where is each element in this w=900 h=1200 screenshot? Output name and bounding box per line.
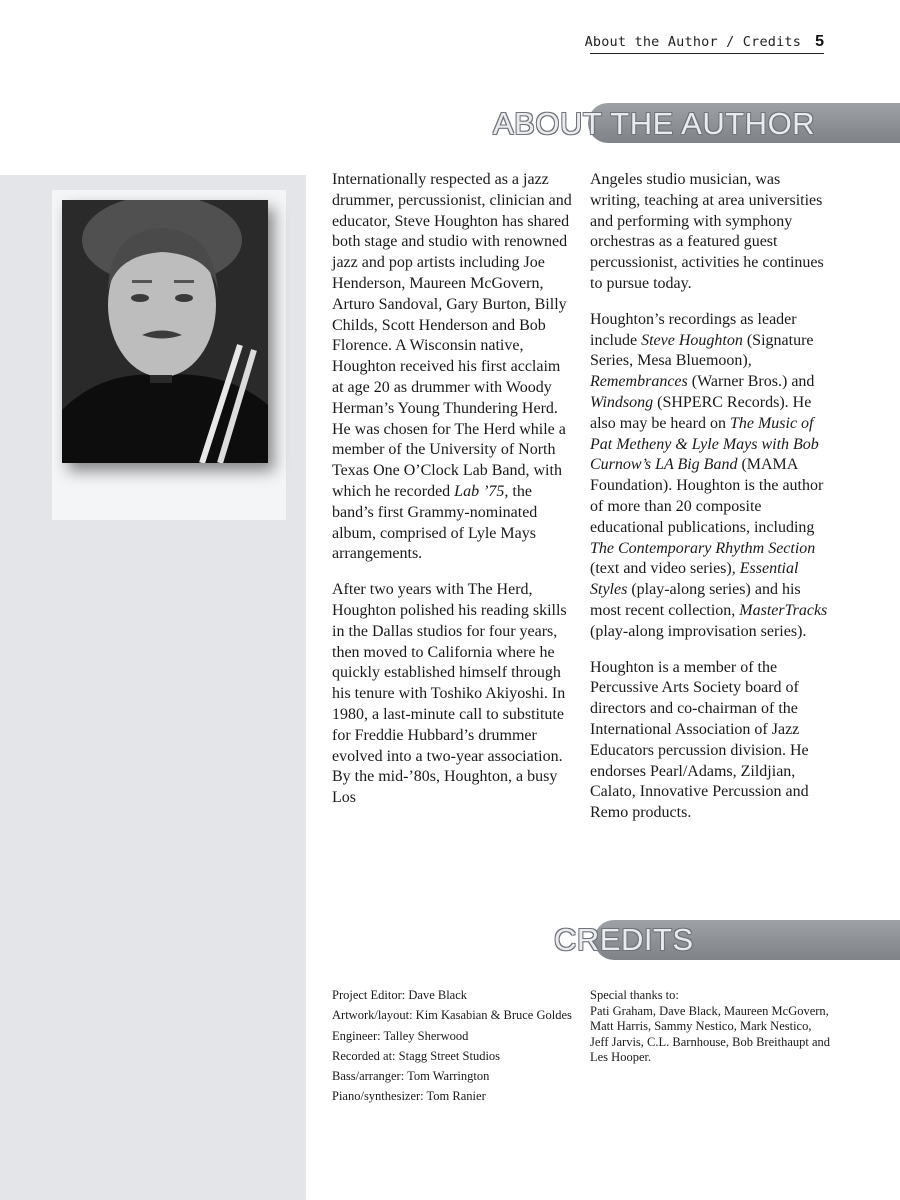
album-title: Windsong [590, 393, 654, 411]
body-paragraph: Angeles studio musician, was writing, teaching at area universities and performing with symphony orchestras as a featured guest percussionist, activities he continues to pursue today. [590, 171, 824, 292]
book-title: Essential Styles [590, 560, 799, 599]
album-title: Steve Houghton [641, 331, 743, 349]
credit-item: Recorded at: Stagg Street Studios [332, 1048, 501, 1063]
body-paragraph: Houghton’s recordings as leader include Steve Houghton (Signature Series, Mesa Bluemoon), Remembrances (Warner Bros.) and Windsong (SHPERC Records). He also may be heard on The Music of Pat Metheny & Lyle Mays with Bob Curnow’s LA Big Band (MAMA Foundation). Houghton is the author of more than 20 composite educational publications, including The Contemporary Rhythm Section (text and video series), Essential Styles (play-along series) and his most recent collection, MasterTracks (play-along improvisation series). [590, 310, 828, 640]
credits-list [332, 988, 572, 1110]
credit-item: Project Editor: Dave Black [332, 988, 468, 1002]
body-column-right [590, 170, 832, 839]
credits-section-title: CREDITS [554, 922, 694, 957]
running-title: About the Author / Credits [584, 34, 802, 50]
body-paragraph: After two years with The Herd, Houghton polished his reading skills in the Dallas studios for four years, then moved to California where he quickly established himself through his tenure with Toshiko Akiyoshi. In 1980, a last-minute call to substitute for Freddie Hubbard’s drummer evolved into a two-year association. By the mid-’80s, Houghton, a busy Los [332, 581, 567, 807]
credit-item: Engineer: Talley Sherwood [332, 1028, 469, 1043]
running-header [585, 33, 824, 51]
author-photo [62, 200, 268, 463]
body-paragraph: Internationally respected as a jazz drummer, percussionist, clinician and educator, Steve Houghton has shared both stage and studio with renowned jazz and pop artists including Joe Henderson, Maureen McGovern, Arturo Sandoval, Gary Burton, Billy Childs, Scott Henderson and Bob Florence. A Wisconsin native, Houghton received his first acclaim at age 20 as drummer with Woody Herman’s Young Thundering Herd. He was chosen for The Herd while a member of the University of North Texas One O’Clock Lab Band, with which he recorded Lab ’75, the band’s first Grammy-nominated album, comprised of Lyle Mays arrangements. [332, 171, 572, 563]
credit-item: Artwork/layout: Kim Kasabian & Bruce Goldes [332, 1008, 572, 1023]
album-title: Remembrances [590, 373, 688, 391]
about-section-title: ABOUT THE AUTHOR [493, 106, 816, 141]
header-rule [590, 53, 824, 54]
body-paragraph: Houghton is a member of the Percussive Arts Society board of directors and co-chairman of the International Association of Jazz Educators percussion division. He endorses Pearl/Adams, Zildjian, Calato, Innovative Percussion and Remo products. [590, 658, 809, 822]
credit-item: Bass/arranger: Tom Warrington [332, 1069, 490, 1084]
album-title: The Music of Pat Metheny & Lyle Mays with Bob Curnow’s LA Big Band [590, 414, 819, 474]
book-title: MasterTracks [739, 601, 828, 619]
special-thanks [590, 988, 830, 1066]
thanks-names: Pati Graham, Dave Black, Maureen McGovern, Matt Harris, Sammy Nestico, Mark Nestico, Jeff Jarvis, C.L. Barnhouse, Bob Breithaupt and Les Hooper. [590, 1003, 831, 1064]
book-title: The Contemporary Rhythm Section [590, 539, 816, 557]
thanks-heading: Special thanks to: [590, 988, 679, 1002]
album-title: Lab ’75, [454, 482, 509, 500]
author-portrait-icon [62, 200, 268, 463]
credit-item: Piano/synthesizer: Tom Ranier [332, 1089, 486, 1104]
body-column-left [332, 170, 574, 824]
page-number: 5 [815, 33, 824, 50]
